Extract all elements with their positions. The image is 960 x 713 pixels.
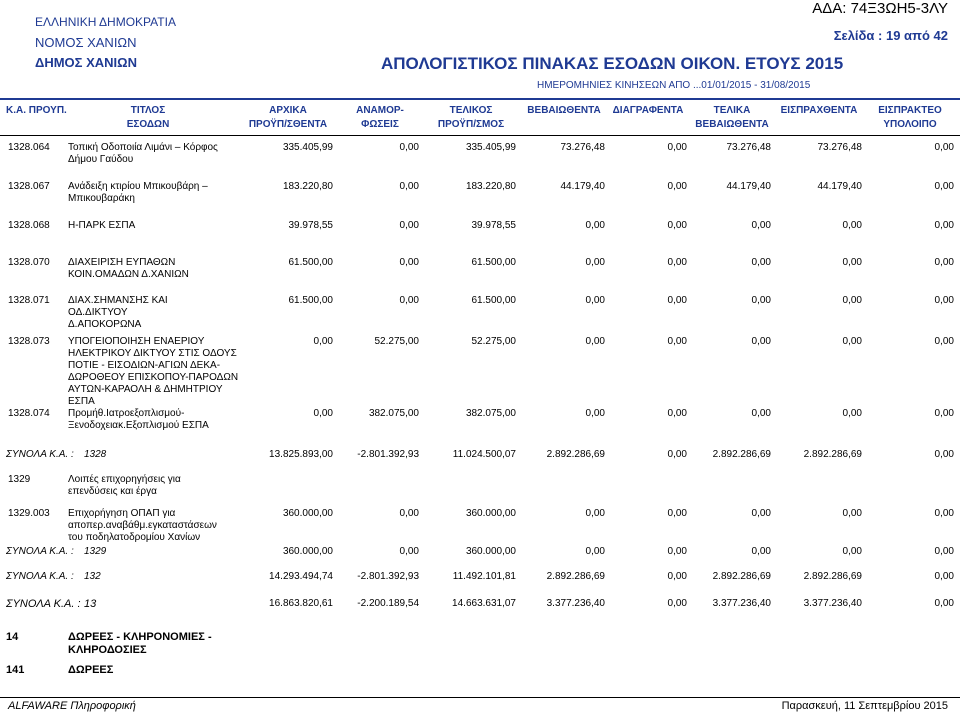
amount-cell: 2.892.286,69 [546, 571, 605, 582]
amount-cell: 14.293.494,74 [269, 571, 333, 582]
col-arxika-2: ΠΡΟΫΠ/ΣΘΕΝΤΑ [248, 119, 328, 130]
amount-cell: 0,00 [751, 257, 771, 268]
amount-cell: 61.500,00 [471, 257, 516, 268]
amount-cell: 39.978,55 [471, 220, 516, 231]
amount-cell: 0,00 [667, 508, 687, 519]
amount-cell: 0,00 [585, 508, 605, 519]
amount-cell: 0,00 [842, 546, 862, 557]
total-code: 1328 [84, 449, 107, 460]
total-label: ΣΥΝΟΛΑ Κ.Α. : [6, 546, 74, 557]
amount-cell: 0,00 [934, 295, 954, 306]
amount-cell: 382.075,00 [465, 408, 516, 419]
amount-cell: 13.825.893,00 [269, 449, 333, 460]
amount-cell: 0,00 [934, 449, 954, 460]
amount-cell: 0,00 [667, 181, 687, 192]
amount-cell: 61.500,00 [288, 257, 333, 268]
row-title: ΔΙΑΧΕΙΡΙΣΗ ΕΥΠΑΘΩΝ ΚΟΙΝ.ΟΜΑΔΩΝ Δ.ΧΑΝΙΩΝ [68, 257, 189, 280]
amount-cell: 0,00 [934, 546, 954, 557]
row-code: 1328.067 [8, 181, 50, 192]
col-bebaiothenta: ΒΕΒΑΙΩΘΕΝΤΑ [527, 105, 601, 116]
row-code: 1328.071 [8, 295, 50, 306]
amount-cell: 0,00 [585, 257, 605, 268]
total-label: ΣΥΝΟΛΑ Κ.Α. : [6, 598, 81, 610]
amount-cell: 0,00 [751, 508, 771, 519]
amount-cell: 0,00 [842, 220, 862, 231]
amount-cell: 11.024.500,07 [452, 449, 516, 460]
amount-cell: 0,00 [667, 295, 687, 306]
amount-cell: 61.500,00 [288, 295, 333, 306]
amount-cell: 360.000,00 [465, 546, 516, 557]
col-telika-1: ΤΕΛΙΚΑ [713, 105, 751, 116]
col-arxika-1: ΑΡΧΙΚΑ [269, 105, 307, 116]
amount-cell: 0,00 [842, 295, 862, 306]
row-title: Τοπική Οδοποιία Λιμάνι – Κόρφος Δήμου Γαύδου [68, 142, 218, 165]
col-anamorf-1: ΑΝΑΜΟΡ- [356, 105, 404, 116]
row-code: 1328.073 [8, 336, 50, 347]
amount-cell: 0,00 [667, 142, 687, 153]
amount-cell: 73.276,48 [817, 142, 862, 153]
group-code: 1329 [8, 474, 31, 485]
amount-cell: 0,00 [842, 408, 862, 419]
page-title: ΑΠΟΛΟΓΙΣΤΙΚΟΣ ΠΙΝΑΚΑΣ ΕΣΟΔΩΝ ΟΙΚΟΝ. ΕΤΟΥΣ 2015 [381, 54, 844, 73]
ada-code: ΑΔΑ: 74Ξ3ΩΗ5-3ΛΥ [812, 0, 948, 17]
section-code: 141 [6, 664, 25, 676]
amount-cell: 0,00 [667, 571, 687, 582]
amount-cell: 0,00 [399, 142, 419, 153]
amount-cell: 61.500,00 [471, 295, 516, 306]
amount-cell: 360.000,00 [282, 546, 333, 557]
amount-cell: 0,00 [585, 295, 605, 306]
amount-cell: 0,00 [934, 598, 954, 609]
footer-vendor: ALFAWARE Πληροφορική [8, 700, 136, 712]
amount-cell: 0,00 [585, 546, 605, 557]
col-eispraxthenta: ΕΙΣΠΡΑΧΘΕΝΤΑ [780, 105, 858, 116]
total-code: 1329 [84, 546, 107, 557]
amount-cell: 0,00 [313, 408, 333, 419]
amount-cell: 2.892.286,69 [803, 571, 862, 582]
row-title: ΔΙΑΧ.ΣΗΜΑΝΣΗΣ ΚΑΙ ΟΔ.ΔΙΚΤΥΟΥ Δ.ΑΠΟΚΟΡΩΝΑ [68, 295, 168, 330]
amount-cell: 11.492.101,81 [452, 571, 516, 582]
dimos-label: ΔΗΜΟΣ ΧΑΝΙΩΝ [35, 55, 137, 70]
amount-cell: 2.892.286,69 [803, 449, 862, 460]
amount-cell: 0,00 [399, 257, 419, 268]
total-code: 132 [84, 571, 101, 582]
amount-cell: 2.892.286,69 [712, 571, 771, 582]
amount-cell: 0,00 [399, 295, 419, 306]
row-code: 1328.074 [8, 408, 50, 419]
col-titlos-2: ΕΣΟΔΩΝ [126, 119, 170, 130]
section-code: 14 [6, 631, 19, 643]
amount-cell: 44.179,40 [817, 181, 862, 192]
amount-cell: 335.405,99 [282, 142, 333, 153]
amount-cell: 0,00 [751, 295, 771, 306]
col-anamorf-2: ΦΩΣΕΙΣ [361, 119, 399, 130]
total-label: ΣΥΝΟΛΑ Κ.Α. : [6, 571, 74, 582]
row-code: 1328.068 [8, 220, 50, 231]
amount-cell: 0,00 [667, 220, 687, 231]
col-telikos-1: ΤΕΛΙΚΟΣ [449, 105, 493, 116]
amount-cell: 0,00 [934, 408, 954, 419]
header-rule-bottom [0, 135, 960, 136]
amount-cell: 73.276,48 [726, 142, 771, 153]
group-title: Λοιπές επιχορηγήσεις για επενδύσεις και έργα [68, 474, 181, 497]
amount-cell: 0,00 [751, 220, 771, 231]
amount-cell: 0,00 [934, 336, 954, 347]
amount-cell: 0,00 [751, 546, 771, 557]
amount-cell: 0,00 [934, 257, 954, 268]
amount-cell: 0,00 [585, 220, 605, 231]
amount-cell: 0,00 [934, 508, 954, 519]
amount-cell: 0,00 [934, 571, 954, 582]
amount-cell: 183.220,80 [465, 181, 516, 192]
amount-cell: 39.978,55 [288, 220, 333, 231]
amount-cell: 0,00 [399, 546, 419, 557]
col-titlos-1: ΤΙΤΛΟΣ [130, 105, 166, 116]
amount-cell: 0,00 [313, 336, 333, 347]
amount-cell: 0,00 [842, 508, 862, 519]
country-label: ΕΛΛΗΝΙΚΗ ΔΗΜΟΚΡΑΤΙΑ [35, 15, 176, 29]
row-title: Προμήθ.Ιατροεξοπλισμού-Ξενοδοχειακ.Εξοπλισμού ΕΣΠΑ [68, 408, 209, 431]
amount-cell: 0,00 [667, 257, 687, 268]
amount-cell: 360.000,00 [465, 508, 516, 519]
amount-cell: 0,00 [399, 220, 419, 231]
amount-cell: 44.179,40 [726, 181, 771, 192]
section-title: ΔΩΡΕΕΣ [68, 664, 114, 676]
amount-cell: 2.892.286,69 [546, 449, 605, 460]
col-ypoloipo-2: ΥΠΟΛΟΙΠΟ [883, 119, 937, 130]
amount-cell: 73.276,48 [560, 142, 605, 153]
row-code: 1328.070 [8, 257, 50, 268]
amount-cell: 0,00 [842, 336, 862, 347]
amount-cell: -2.200.189,54 [357, 598, 419, 609]
amount-cell: 0,00 [751, 408, 771, 419]
amount-cell: 3.377.236,40 [546, 598, 605, 609]
amount-cell: 335.405,99 [465, 142, 516, 153]
amount-cell: 2.892.286,69 [712, 449, 771, 460]
row-code: 1329.003 [8, 508, 50, 519]
amount-cell: 0,00 [585, 336, 605, 347]
amount-cell: -2.801.392,93 [357, 449, 419, 460]
date-range: ΗΜΕΡΟΜΗΝΙΕΣ ΚΙΝΗΣΕΩΝ ΑΠΟ ...01/01/2015 - 31/08/2015 [537, 80, 811, 91]
amount-cell: 44.179,40 [560, 181, 605, 192]
amount-cell: 0,00 [667, 598, 687, 609]
col-ka: Κ.Α. ΠΡΟΥΠ. [6, 105, 67, 116]
row-title: Η-ΠΑΡΚ ΕΣΠΑ [68, 220, 136, 231]
row-title: Επιχορήγηση ΟΠΑΠ για αποπερ.αναβάθμ.εγκαταστάσεων του ποδηλατοδρομίου Χανίων [68, 508, 217, 543]
amount-cell: 0,00 [585, 408, 605, 419]
amount-cell: 0,00 [667, 336, 687, 347]
col-diagrafenta: ΔΙΑΓΡΑΦΕΝΤΑ [612, 105, 684, 116]
amount-cell: 16.863.820,61 [269, 598, 333, 609]
amount-cell: 52.275,00 [471, 336, 516, 347]
total-label: ΣΥΝΟΛΑ Κ.Α. : [6, 449, 74, 460]
nomos-label: ΝΟΜΟΣ ΧΑΝΙΩΝ [35, 35, 137, 50]
amount-cell: 0,00 [934, 181, 954, 192]
amount-cell: 0,00 [751, 336, 771, 347]
amount-cell: 0,00 [399, 508, 419, 519]
row-code: 1328.064 [8, 142, 50, 153]
amount-cell: 183.220,80 [282, 181, 333, 192]
footer-date: Παρασκευή, 11 Σεπτεμβρίου 2015 [781, 700, 948, 712]
amount-cell: 0,00 [934, 220, 954, 231]
col-telikos-2: ΠΡΟΫΠ/ΣΜΟΣ [437, 119, 505, 130]
amount-cell: 3.377.236,40 [712, 598, 771, 609]
amount-cell: 52.275,00 [374, 336, 419, 347]
amount-cell: 0,00 [842, 257, 862, 268]
amount-cell: 360.000,00 [282, 508, 333, 519]
col-ypoloipo-1: ΕΙΣΠΡΑΚΤΕΟ [878, 105, 942, 116]
amount-cell: 0,00 [667, 449, 687, 460]
row-title: Ανάδειξη κτιρίου Μπικουβάρη – Μπικουβαράκη [68, 181, 208, 204]
col-telika-2: ΒΕΒΑΙΩΘΕΝΤΑ [695, 119, 769, 130]
amount-cell: 0,00 [934, 142, 954, 153]
amount-cell: 14.663.631,07 [452, 598, 516, 609]
amount-cell: 0,00 [667, 408, 687, 419]
page-indicator: Σελίδα : 19 από 42 [833, 28, 948, 43]
amount-cell: 0,00 [399, 181, 419, 192]
amount-cell: 382.075,00 [368, 408, 419, 419]
total-code: 13 [84, 598, 97, 610]
row-title: ΥΠΟΓΕΙΟΠΟΙΗΣΗ ΕΝΑΕΡΙΟΥ ΗΛΕΚΤΡΙΚΟΥ ΔΙΚΤΥΟΥ ΣΤΙΣ ΟΔΟΥΣ ΠΟΤΙΕ - ΕΙΣΟΔΙΩΝ-ΑΓΙΩΝ ΔΕΚΑ-ΔΩΡΟΘΕΟΥ ΕΠΙΣΚΟΠΟΥ-ΠΑΡΟΔΩΝ ΑΥΤΩΝ-ΚΑΡΑΟΛΗ & ΔΗΜΗΤΡΙΟΥ ΕΣΠΑ [68, 336, 239, 407]
amount-cell: 3.377.236,40 [803, 598, 862, 609]
section-title: ΔΩΡΕΕΣ - ΚΛΗΡΟΝΟΜΙΕΣ - ΚΛΗΡΟΔΟΣΙΕΣ [68, 631, 212, 656]
footer-rule [0, 697, 960, 698]
amount-cell: 0,00 [667, 546, 687, 557]
header-rule-top [0, 98, 960, 100]
amount-cell: -2.801.392,93 [357, 571, 419, 582]
